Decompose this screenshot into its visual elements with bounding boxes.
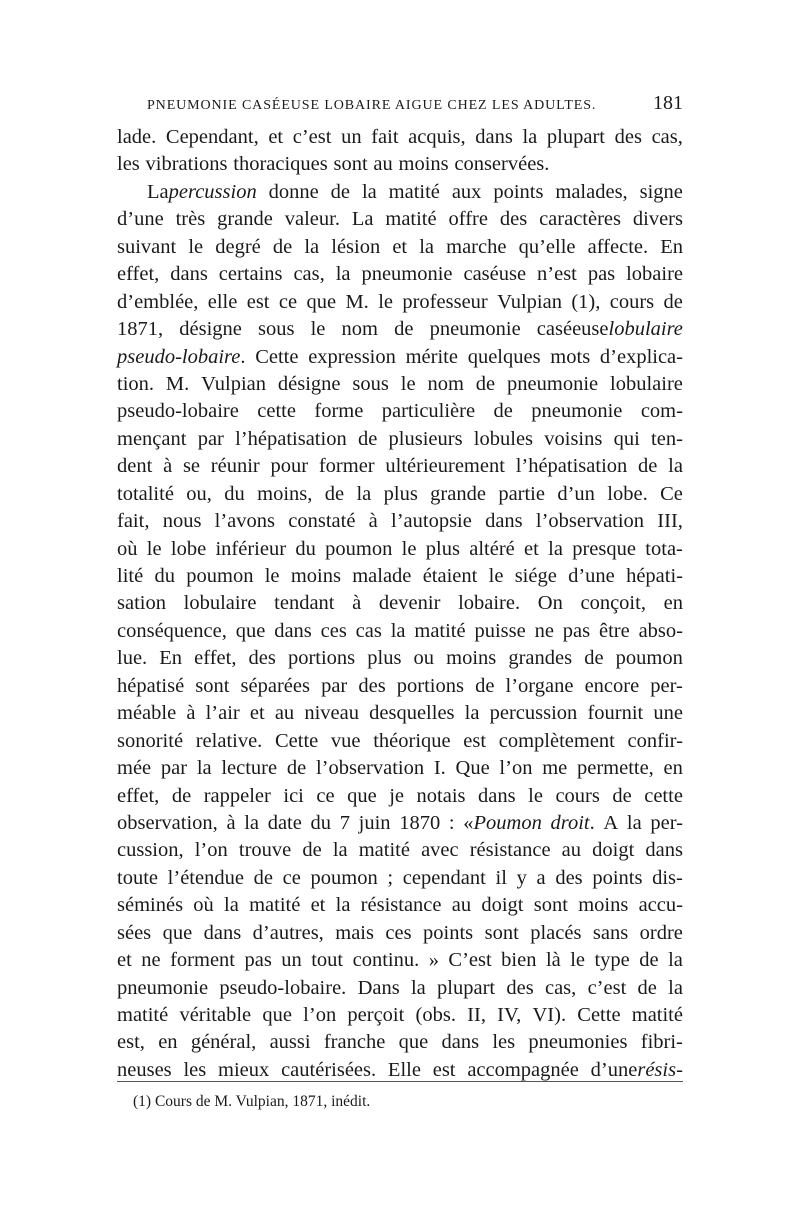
text-line: matité véritable que l’on perçoit (obs. II, IV, VI). Cette matité xyxy=(117,1004,683,1026)
text-line: sonorité relative. Cette vue théorique est complètement confir- xyxy=(117,729,683,752)
text-line: est, en général, aussi franche que dans les pneumonies fibri- xyxy=(117,1031,683,1054)
text-line: et ne forment pas un tout continu. » C’est bien là le type de la xyxy=(117,949,683,972)
text-line: totalité ou, du moins, de la plus grande partie d’un lobe. Ce xyxy=(117,482,683,505)
text-line: effet, dans certains cas, la pneumonie caséuse n’est pas lobaire xyxy=(117,263,683,286)
text-line: Lapercussion donne de la matité aux points malades, signe xyxy=(147,180,683,203)
text-line: sation lobulaire tendant à devenir lobaire. On conçoit, en xyxy=(117,592,683,615)
text-line: pneumonie pseudo-lobaire. Dans la plupart des cas, c’est de la xyxy=(117,976,683,999)
page xyxy=(117,92,683,1084)
text-line: observation, à la date du 7 juin 1870 : «Poumon droit. A la per- xyxy=(117,811,683,834)
footnote: (1) Cours de M. Vulpian, 1871, inédit. xyxy=(133,1093,371,1110)
text-line: pseudo-lobaire cette forme particulière de pneumonie com- xyxy=(117,400,683,423)
text-line: d’une très grande valeur. La matité offre des caractères divers xyxy=(117,208,683,231)
text-line: sées que dans d’autres, mais ces points sont placés sans ordre xyxy=(117,921,683,944)
page-number: 181 xyxy=(653,92,683,114)
text-line: mençant par l’hépatisation de plusieurs lobules voisins qui ten- xyxy=(117,427,683,450)
text-line: lue. En effet, des portions plus ou moins grandes de poumon xyxy=(117,647,683,670)
text-line: dent à se réunir pour former ultérieurement l’hépatisation de la xyxy=(117,455,683,478)
text-line: hépatisé sont séparées par des portions de l’organe encore per- xyxy=(117,674,683,697)
text-line: où le lobe inférieur du poumon le plus altéré et la presque tota- xyxy=(117,537,683,560)
text-line: effet, de rappeler ici ce que je notais dans le cours de cette xyxy=(117,784,683,807)
text-line: mée par la lecture de l’observation I. Que l’on me permette, en xyxy=(117,757,683,780)
text-line: d’emblée, elle est ce que M. le professeur Vulpian (1), cours de xyxy=(117,290,683,313)
text-line: fait, nous l’avons constaté à l’autopsie dans l’observation III, xyxy=(117,510,683,533)
body-text xyxy=(117,124,683,1084)
text-line: les vibrations thoraciques sont au moins conservées. xyxy=(117,153,550,176)
text-line: tion. M. Vulpian désigne sous le nom de pneumonie lobulaire xyxy=(117,372,683,395)
text-line: neuses les mieux cautérisées. Elle est accompagnée d’unerésis- xyxy=(117,1058,683,1081)
text-line: cussion, l’on trouve de la matité avec résistance au doigt dans xyxy=(117,839,683,862)
text-line: lade. Cependant, et c’est un fait acquis, dans la plupart des cas, xyxy=(117,126,683,148)
footnote-rule xyxy=(117,1081,683,1082)
text-line: méable à l’air et au niveau desquelles la percussion fournit une xyxy=(117,702,683,725)
text-line: conséquence, que dans ces cas la matité puisse ne pas être abso- xyxy=(117,619,683,642)
text-line: séminés où la matité et la résistance au doigt sont moins accu- xyxy=(117,894,683,917)
text-line: suivant le degré de la lésion et la marche qu’elle affecte. En xyxy=(117,235,683,258)
text-line: toute l’étendue de ce poumon ; cependant il y a des points dis- xyxy=(117,866,683,889)
text-line: lité du poumon le moins malade étaient le siége d’une hépati- xyxy=(117,565,683,587)
running-head xyxy=(117,92,683,122)
text-line: 1871, désigne sous le nom de pneumonie caséeuselobulaire xyxy=(117,318,683,341)
running-title: PNEUMONIE CASÉEUSE LOBAIRE AIGUE CHEZ LES ADULTES. xyxy=(147,98,597,113)
text-line: pseudo-lobaire. Cette expression mérite quelques mots d’explica- xyxy=(117,345,683,368)
